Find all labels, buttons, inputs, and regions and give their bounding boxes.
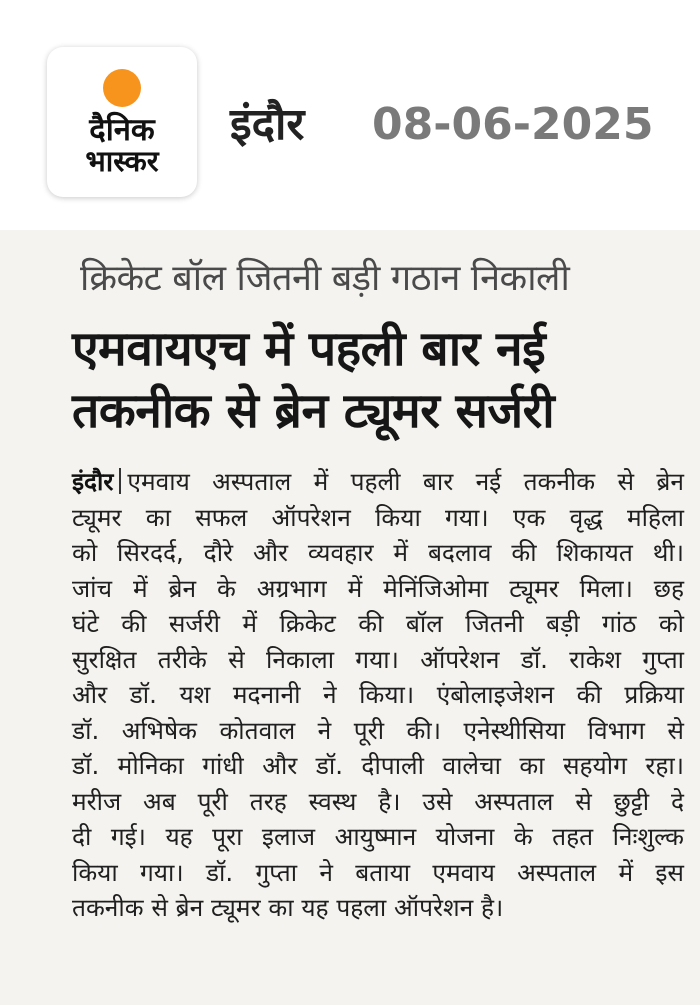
headline-line: एमवायएच में पहली बार नई (72, 321, 546, 377)
edition-date: 08-06-2025 (372, 99, 654, 150)
body-line: किया गया। डॉ. गुप्ता ने बताया एमवाय अस्पताल में इस (72, 857, 684, 887)
article-kicker: क्रिकेट बॉल जितनी बड़ी गठान निकाली (80, 258, 570, 299)
body-line: मरीज अब पूरी तरह स्वस्थ है। उसे अस्पताल से छुट्टी दे (72, 786, 684, 816)
logo-text-line2: भास्कर (85, 144, 159, 178)
body-line: सुरक्षित तरीके से निकाला गया। ऑपरेशन डॉ. राकेश गुप्ता (72, 644, 684, 674)
body-line (72, 464, 684, 500)
body-line: ट्यूमर का सफल ऑपरेशन किया गया। एक वृद्ध महिला (72, 502, 684, 532)
dateline-separator (119, 468, 121, 494)
body-line: डॉ. अभिषेक कोतवाल ने पूरी की। एनेस्थीसिया विभाग से (72, 715, 684, 745)
sun-logo-icon (103, 69, 141, 107)
body-line: को सिरदर्द, दौरे और व्यवहार में बदलाव की शिकायत थी। (72, 538, 684, 567)
article-headline (72, 318, 682, 442)
edition-city: इंदौर (230, 99, 305, 150)
article-body (72, 464, 684, 926)
headline-line: तकनीक से ब्रेन ट्यूमर सर्जरी (72, 383, 555, 439)
body-line: घंटे की सर्जरी में क्रिकेट की बॉल जितनी बड़ी गांठ को (72, 609, 684, 638)
body-line: तकनीक से ब्रेन ट्यूमर का यह पहला ऑपरेशन है। (72, 893, 504, 922)
body-line: और डॉ. यश मदनानी ने किया। एंबोलाइजेशन की प्रक्रिया (72, 680, 684, 709)
body-line-text: एमवाय अस्पताल में पहली बार नई तकनीक से ब्रेन (127, 467, 684, 496)
body-line: जांच में ब्रेन के अग्रभाग में मेनिंजिओमा ट्यूमर मिला। छह (72, 573, 684, 603)
logo-text-line1: दैनिक (89, 112, 155, 148)
body-line: दी गई। यह पूरा इलाज आयुष्मान योजना के तहत निःशुल्क (72, 822, 684, 851)
body-line: डॉ. मोनिका गांधी और डॉ. दीपाली वालेचा का सहयोग रहा। (72, 751, 684, 780)
article-dateline: इंदौर (72, 467, 114, 496)
